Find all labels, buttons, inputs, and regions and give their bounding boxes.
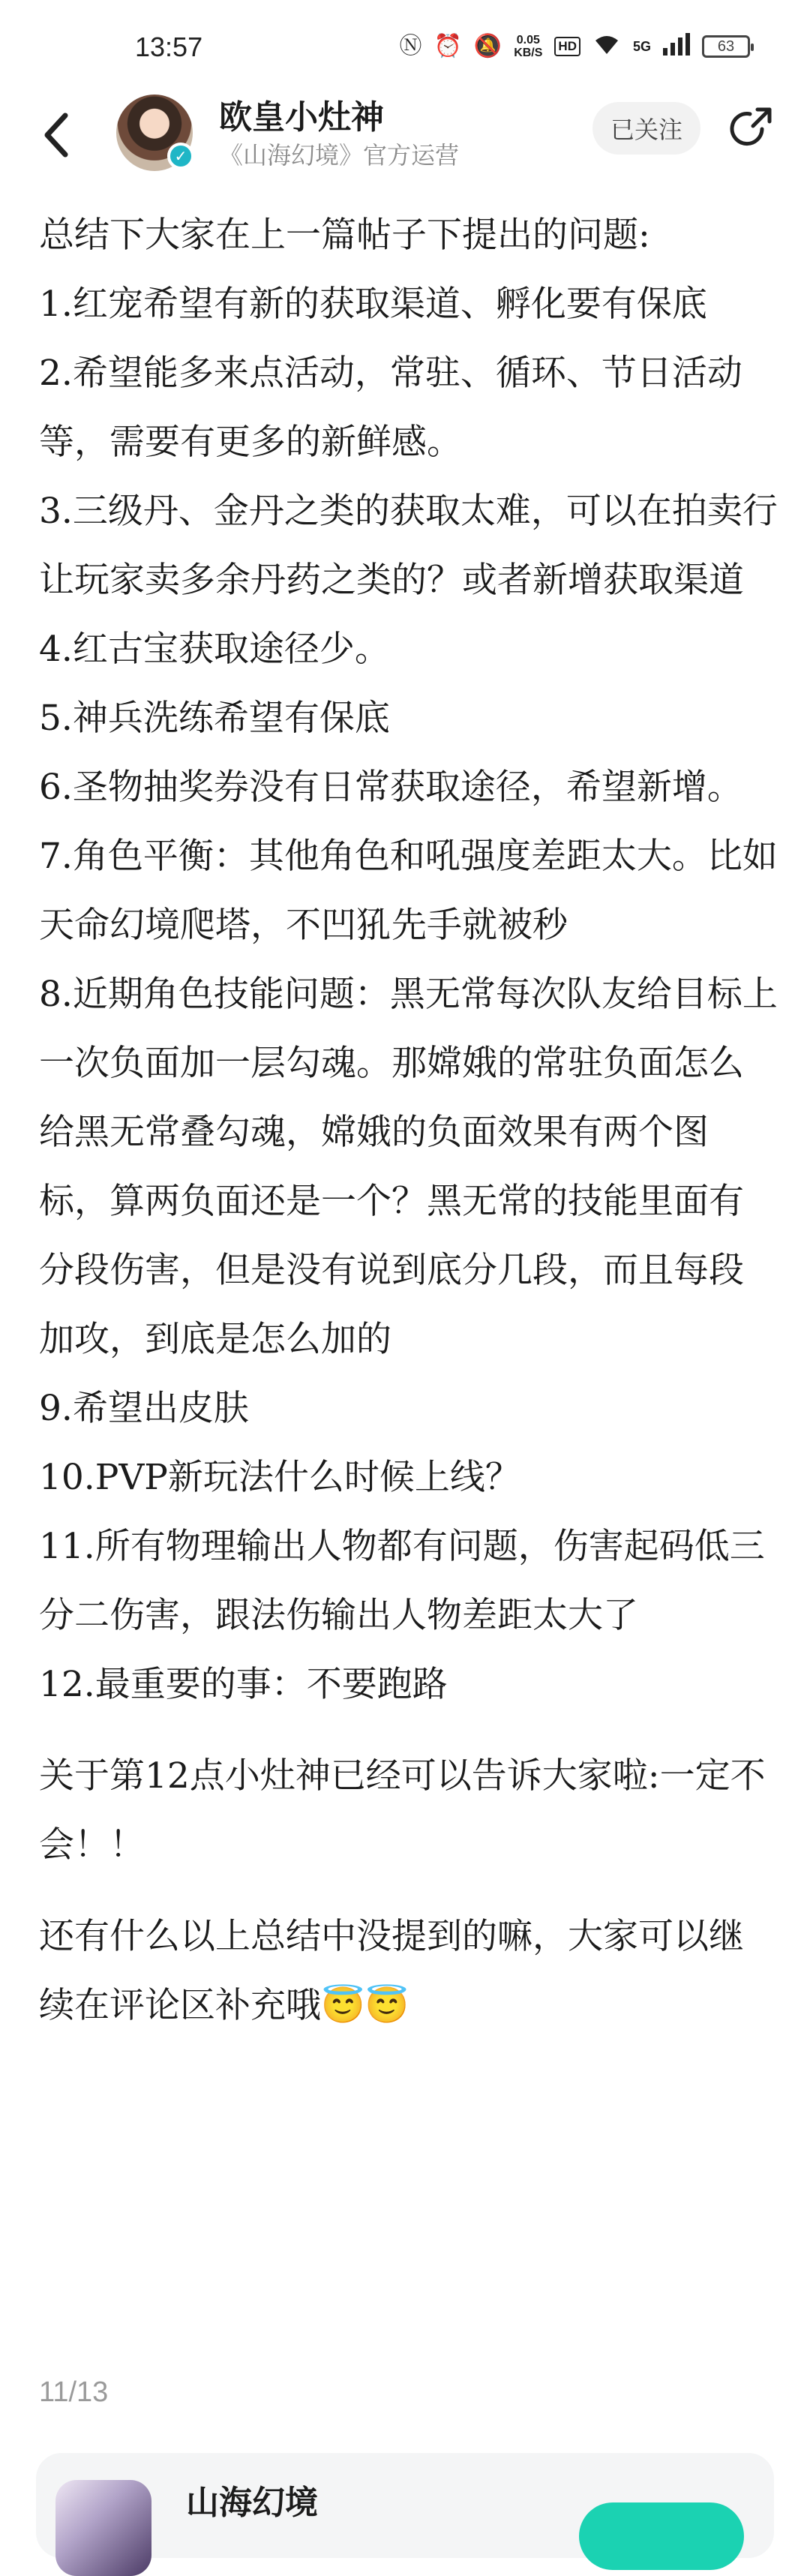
status-time: 13:57 (135, 32, 203, 62)
game-name: 山海幻境 (186, 2484, 318, 2522)
paragraph-item: 7.角色平衡：其他角色和吼强度差距太大。比如天命幻境爬塔，不凹犼先手就被秒 (39, 836, 778, 946)
mute-icon: 🔕 (473, 33, 502, 59)
post-content (39, 201, 778, 2040)
image-pager: 11/13 (39, 2376, 109, 2408)
alarm-icon: ⏰ (434, 33, 462, 59)
paragraph-item: 5.神兵洗练希望有保底 (39, 698, 390, 739)
share-icon[interactable] (728, 107, 772, 152)
paragraph-item: 10.PVP新玩法什么时候上线？ (39, 1457, 520, 1498)
hd-badge: HD (554, 37, 580, 56)
post-header (0, 90, 810, 180)
paragraph-item: 1.红宠希望有新的获取渠道、孵化要有保底 (39, 284, 707, 325)
signal-icon (663, 33, 690, 60)
battery-icon: 63 (702, 35, 750, 58)
game-action-button[interactable] (579, 2502, 744, 2570)
status-icons (399, 33, 750, 60)
paragraph-item: 2.希望能多来点活动，常驻、循环、节日活动等，需要有更多的新鲜感。 (39, 353, 742, 463)
status-bar (0, 0, 810, 101)
paragraph-gap (39, 1719, 778, 1742)
signal-label: 5G (632, 38, 651, 54)
paragraph-item: 6.圣物抽奖券没有日常获取途径，希望新增。 (39, 767, 742, 808)
chevron-left-icon[interactable] (41, 111, 71, 167)
paragraph-item: 8.近期角色技能问题：黑无常每次队友给目标上一次负面加一层勾魂。那嫦娥的常驻负面怎么给黑无常叠勾魂，嫦娥的负面效果有两个图标，算两负面还是一个？黑无常的技能里面有分段伤害，但是没有说到底分几段，而且每段加攻，到底是怎么加的 (39, 974, 778, 1360)
net-speed-value: 0.05 (516, 34, 540, 47)
paragraph-intro: 总结下大家在上一篇帖子下提出的问题: (39, 215, 650, 256)
paragraph-item: 3.三级丹、金丹之类的获取太难，可以在拍卖行让玩家卖多余丹药之类的？或者新增获取渠道 (39, 491, 778, 601)
author-subtitle: 《山海幻境》官方运营 (219, 141, 460, 170)
wifi-icon (592, 33, 621, 60)
follow-button[interactable]: 已关注 (592, 102, 700, 155)
game-icon (56, 2480, 152, 2576)
paragraph-gap (39, 1880, 778, 1902)
paragraph-item: 12.最重要的事：不要跑路 (39, 1664, 448, 1705)
net-speed-unit: KB/S (514, 47, 543, 59)
paragraph-closing: 关于第12点小灶神已经可以告诉大家啦:一定不会！！ (39, 1755, 766, 1866)
nfc-icon: Ⓝ (399, 33, 422, 59)
author-name[interactable]: 欧皇小灶神 (219, 98, 384, 137)
game-card[interactable] (36, 2453, 774, 2558)
paragraph-closing: 还有什么以上总结中没提到的嘛，大家可以继续在评论区补充哦😇😇 (39, 1916, 744, 2026)
net-speed (514, 34, 542, 59)
paragraph-item: 4.红古宝获取途径少。 (39, 629, 390, 670)
verified-icon: ✓ (167, 143, 194, 170)
paragraph-item: 9.希望出皮肤 (39, 1388, 249, 1429)
paragraph-item: 11.所有物理输出人物都有问题，伤害起码低三分二伤害，跟法伤输出人物差距太大了 (39, 1526, 765, 1636)
